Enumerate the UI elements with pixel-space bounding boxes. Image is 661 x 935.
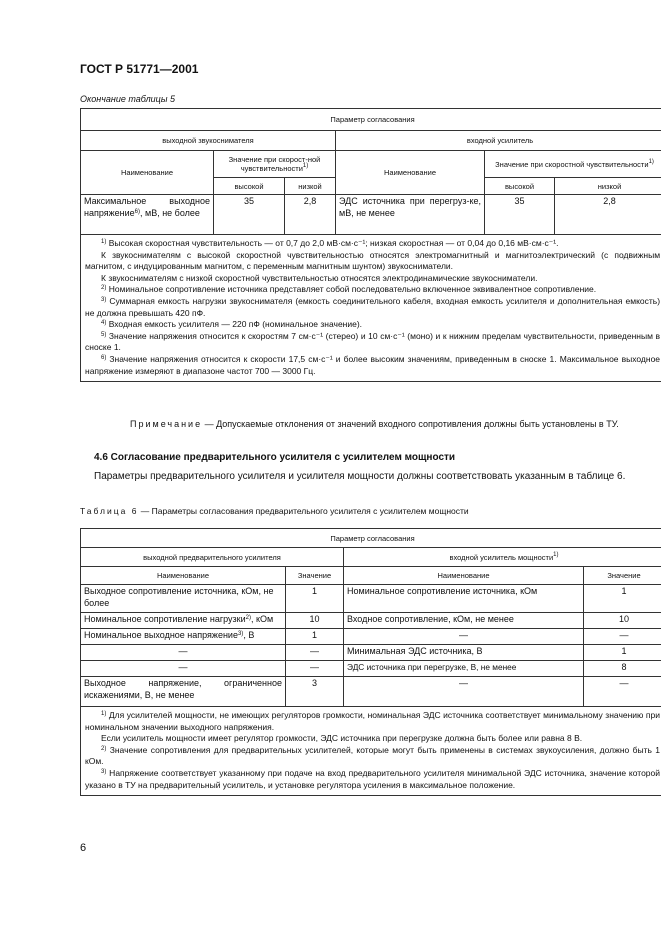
cell: Номинальное выходное напряжение$^{3)}$, В [81,629,286,645]
cell: 1 [584,645,661,661]
cell: — [81,645,286,661]
footnote: Если усилитель мощности имеет регулятор громкости, ЭДС источника при перегрузке должна быть более или равна 8 В. [101,733,583,744]
footnote: $^{2)}$ Значение сопротивления для предварительных усилителей, которые могут быть применены в системах звукоусиления, должно быть 1 кОм. [85,744,661,767]
table5-right-low: низкой [555,178,661,195]
table5-right-value-header: Значение при скоростной чувствительности$^{1)}$ [485,151,661,178]
cell: 1 [286,585,344,613]
table5-footnotes [81,235,661,382]
table6-right-group: входной усилитель мощности$^{1)}$ [344,548,661,567]
table5-row-right-high: 35 [485,195,555,235]
cell: 1 [286,629,344,645]
cell: Выходное напряжение, ограниченное искажениями, В, не менее [81,677,286,707]
table6-right-name-header: Наименование [344,567,584,585]
table6-caption: Таблица 6 — Параметры согласования предварительного усилителя с усилителем мощности [80,506,469,516]
table5-row-left-name: Максимальное выходное напряжение$^{6)}$, мВ, не более [81,195,214,235]
standard-number: ГОСТ Р 51771—2001 [80,62,199,76]
cell: — [344,629,584,645]
table5-param-header: Параметр согласования [81,109,661,131]
cell: Минимальная ЭДС источника, В [344,645,584,661]
footnote: $^{1)}$ Высокая скоростная чувствительность — от 0,7 до 2,0 мВ·см·с⁻¹; низкая скоростная — от 0,04 до 0,16 мВ·см·с⁻¹. [101,238,559,248]
table5-left-low: низкой [285,178,336,195]
cell: 3 [286,677,344,707]
table5-left-group: выходной звукоснимателя [81,131,336,151]
table5-left-name-header: Наименование [81,151,214,195]
table5-left-value-header: Значение при скорост-ной чувствительности$^{1)}$ [214,151,336,178]
footnote: $^{5)}$ Значение напряжения относится к скоростям 7 см·с⁻¹ (стерео) и 10 см·с⁻¹ (моно) и к нижним пределам чувствительности, приведенным в сноске 1. [85,330,661,353]
cell: Номинальное сопротивление источника, кОм [344,585,584,613]
footnote: $^{3)}$ Напряжение соответствует указанному при подаче на вход предварительного усилителя минимальной ЭДС источника, значение которой указано в ТУ на предварительный усилитель, и установке регулятора усиления в максимальное положение. [85,767,661,790]
footnote: $^{4)}$ Входная емкость усилителя — 220 пФ (номинальное значение). [101,319,363,330]
table5-row-left-low: 2,8 [285,195,336,235]
cell: — [584,629,661,645]
table-row [81,645,661,661]
cell: 10 [584,613,661,629]
cell: — [286,661,344,677]
cell: 10 [286,613,344,629]
table5-row-right-name: ЭДС источника при перегруз-ке, мВ, не менее [336,195,485,235]
table6-right-value-header: Значение [584,567,661,585]
table5-right-name-header: Наименование [336,151,485,195]
table5-right-group: входной усилитель [336,131,661,151]
table-row [81,585,661,613]
footnote: К звукоснимателям с низкой скоростной чувствительностью относятся электродинамические звукосниматели. [101,272,538,283]
table-row [81,661,661,677]
cell: — [81,661,286,677]
table5-row-left-high: 35 [214,195,285,235]
footnote: $^{1)}$ Для усилителей мощности, не имеющих регуляторов громкости, номинальная ЭДС источника соответствует минимальному значению при номинальном значении выходного напряжения. [85,710,661,732]
section-paragraph: Параметры предварительного усилителя и усилителя мощности должны соответствовать указанным в таблице 6. [94,471,626,482]
cell: 8 [584,661,661,677]
table6-footnotes [81,707,661,796]
table5 [80,108,661,382]
table6-left-name-header: Наименование [81,567,286,585]
table6-left-value-header: Значение [286,567,344,585]
cell: — [286,645,344,661]
footnote: К звукоснимателям с высокой скоростной чувствительностью относятся электромагнитный и магнитоэлектрический (с подвижным магнитом, с индуцированным магнитом, с переменным магнитным шунтом) звукосниматели. [85,249,661,272]
table5-left-high: высокой [214,178,285,195]
table-row [81,629,661,645]
cell: — [584,677,661,707]
cell: ЭДС источника при перегрузке, В, не менее [344,661,584,677]
cell: Номинальное сопротивление нагрузки$^{2)}$, кОм [81,613,286,629]
table5-note: Примечание — Допускаемые отклонения от значений входного сопротивления должны быть установлены в ТУ. [130,419,619,429]
table5-row-right-low: 2,8 [555,195,661,235]
table6 [80,528,661,796]
footnote: $^{2)}$ Номинальное сопротивление источника представляет собой последовательно включенное эквивалентное сопротивление. [101,284,597,295]
footnote: $^{3)}$ Суммарная емкость нагрузки звукоснимателя (емкость соединительного кабеля, входная емкость усилителя и дополнительная емкость) не должна превышать 420 пФ. [85,295,661,318]
cell: Выходное сопротивление источника, кОм, не более [81,585,286,613]
table5-continuation: Окончание таблицы 5 [80,94,175,104]
cell: Входное сопротивление, кОм, не менее [344,613,584,629]
table6-param-header: Параметр согласования [81,529,661,548]
table-row [81,677,661,707]
table6-left-group: выходной предварительного усилителя [81,548,344,567]
table-row [81,613,661,629]
table5-right-high: высокой [485,178,555,195]
footnote: $^{6)}$ Значение напряжения относится к скорости 17,5 см·с⁻¹ и более высоким значениям, приведенным в сноске 1. Максимальное выходное напряжение измеряют в диапазоне частот 700 — 3000 Гц. [85,353,661,376]
section-heading: 4.6 Согласование предварительного усилителя с усилителем мощности [94,452,456,463]
page-number: 6 [80,842,87,854]
cell: — [344,677,584,707]
cell: 1 [584,585,661,613]
